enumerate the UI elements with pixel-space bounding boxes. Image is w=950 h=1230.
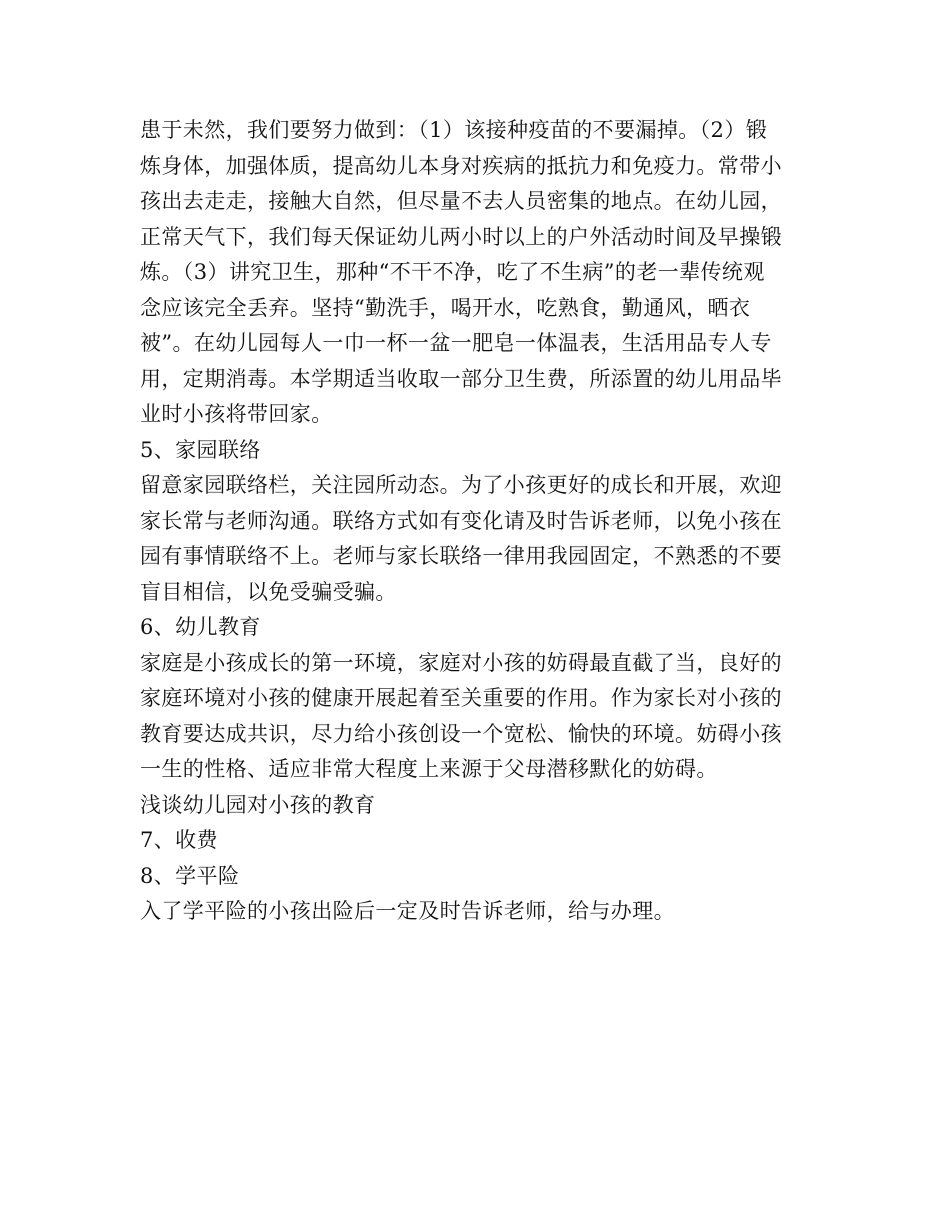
text-line: 留意家园联络栏，关注园所动态。为了小孩更好的成长和开展，欢迎 [140, 473, 782, 497]
text-line: 念应该完全丢弃。坚持“勤洗手，喝开水，吃熟食，勤通风，晒衣 [140, 295, 751, 320]
text-line: 炼身体，加强体质，提高幼儿本身对疾病的抵抗力和免疫力。常带小 [140, 153, 782, 178]
text-line: 被”。在幼儿园每人一巾一杯一盆一肥皂一体温表，生活用品专人专 [140, 331, 772, 355]
text-line: 一生的性格、适应非常大程度上来源于父母潜移默化的妨碍。 [140, 757, 718, 781]
text-line: 家庭环境对小孩的健康开展起着至关重要的作用。作为家长对小孩的 [140, 686, 782, 710]
text-line: 教育要达成共识，尽力给小孩创设一个宽松、愉快的环境。妨碍小孩 [140, 721, 782, 746]
text-line: 盲目相信，以免受骗受骗。 [140, 579, 397, 604]
text-line: 业时小孩将带回家。 [140, 402, 333, 426]
text-line: 家庭是小孩成长的第一环境，家庭对小孩的妨碍最直截了当，良好的 [140, 650, 782, 675]
text-line: 患于未然，我们要努力做到：（1）该接种疫苗的不要漏掉。（2）锻 [140, 118, 768, 142]
text-line: 用，定期消毒。本学期适当收取一部分卫生费，所添置的幼儿用品毕 [140, 366, 782, 391]
document-body [140, 113, 815, 930]
text-line: 炼。（3）讲究卫生，那种“不干不净，吃了不生病”的老一辈传统观 [140, 260, 765, 284]
section-heading-child-education: 6、幼儿教育 [140, 615, 261, 639]
text-line: 正常天气下，我们每天保证幼儿两小时以上的户外活动时间及早操锻 [140, 224, 782, 249]
subtitle-line: 浅谈幼儿园对小孩的教育 [140, 792, 376, 817]
text-line: 家长常与老师沟通。联络方式如有变化请及时告诉老师，以免小孩在 [140, 508, 782, 533]
section-heading-fees: 7、收费 [140, 828, 218, 852]
text-line: 孩出去走走，接触大自然，但尽量不去人员密集的地点。在幼儿园， [140, 189, 782, 213]
section-heading-student-insurance: 8、学平险 [140, 863, 240, 888]
text-line: 园有事情联络不上。老师与家长联络一律用我园固定，不熟悉的不要 [140, 544, 782, 568]
section-heading-home-school-contact: 5、家园联络 [140, 437, 261, 462]
text-line: 入了学平险的小孩出险后一定及时告诉老师，给与办理。 [140, 899, 675, 923]
